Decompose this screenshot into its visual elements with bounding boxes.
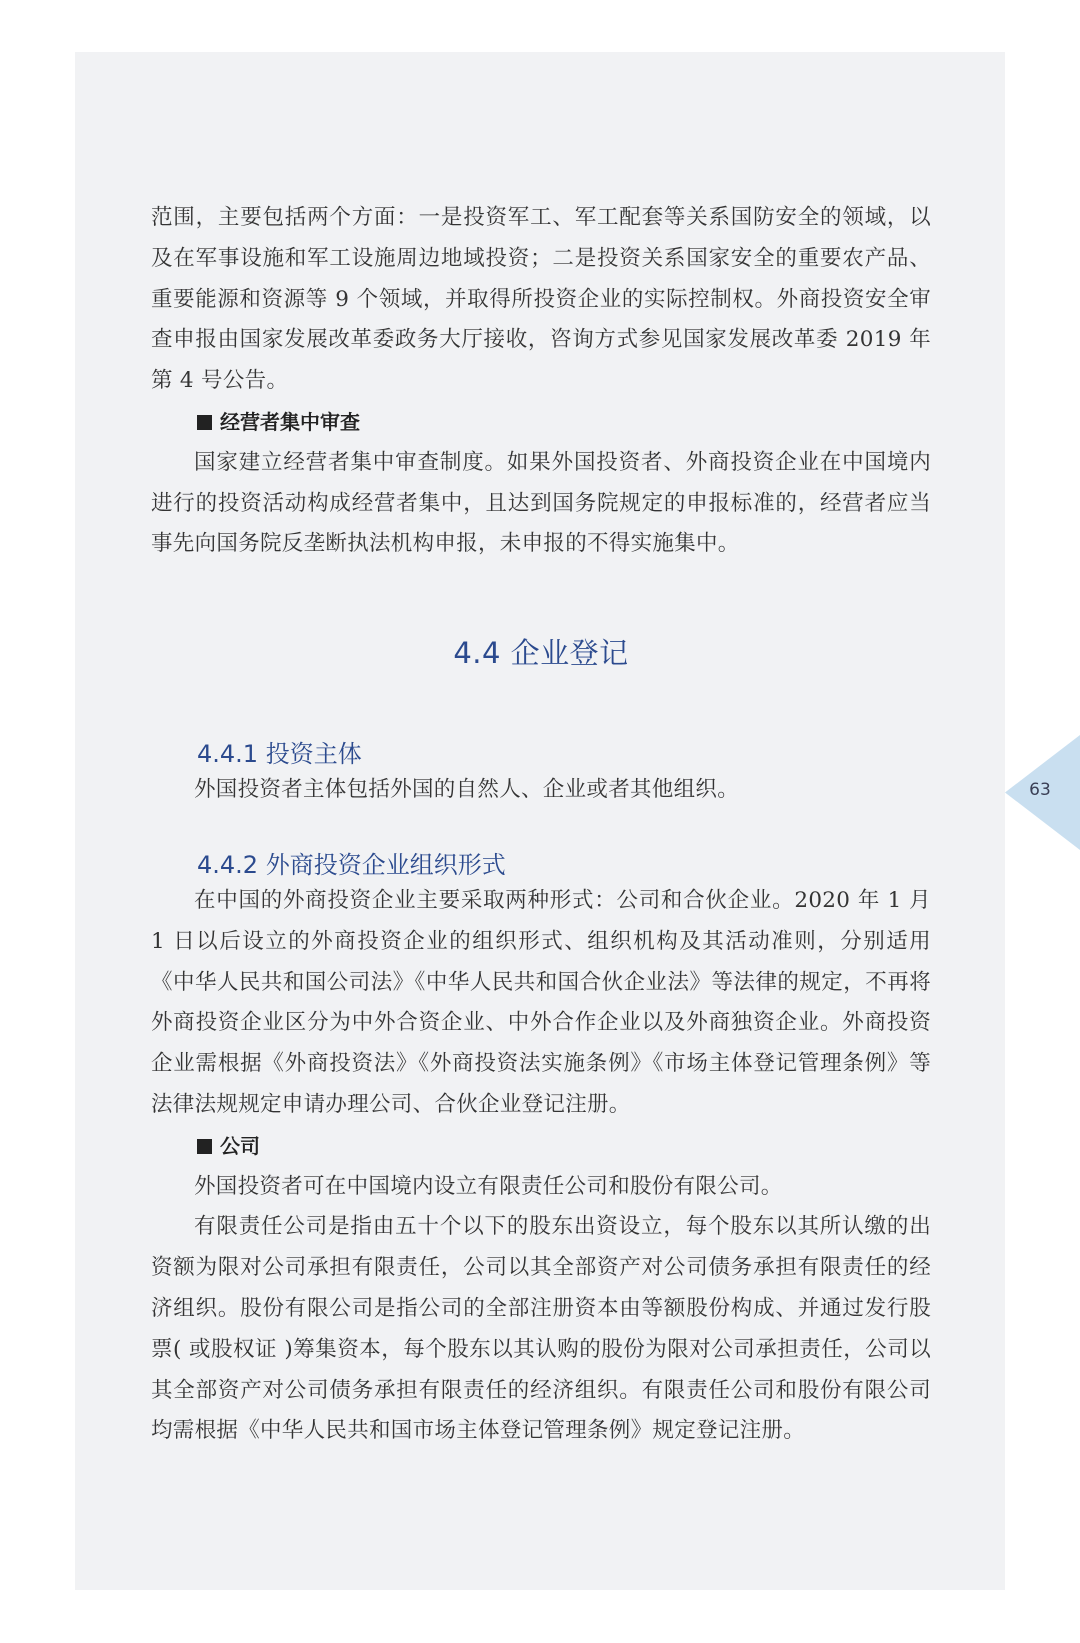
- organization-form-paragraph: 在中国的外商投资企业主要采取两种形式：公司和合伙企业。2020 年 1 月 1 日以后设立的外商投资企业的组织形式、组织机构及其活动准则，分别适用《中华人民共和国公司法》《中华人民共和国合伙企业法》等法律的规定，不再将外商投资企业区分为中外合资企业、中外合作企业以及外商独资企业。外商投资企业需根据《外商投资法》《外商投资法实施条例》《市场主体登记管理条例》等法律法规规定申请办理公司、合伙企业登记注册。: [151, 887, 931, 1117]
- concentration-review-heading: [151, 402, 931, 443]
- subsection-title-organization-form: 4.4.2 外商投资企业组织形式: [197, 850, 506, 879]
- bullet-square-icon: [197, 415, 212, 430]
- page-sheet: [75, 52, 1005, 1590]
- company-heading-text: 公司: [220, 1133, 260, 1158]
- company-paragraph-1: 外国投资者可在中国境内设立有限责任公司和股份有限公司。: [194, 1173, 783, 1199]
- bullet-square-icon: [197, 1139, 212, 1154]
- company-paragraph-2: 有限责任公司是指由五十个以下的股东出资设立，每个股东以其所认缴的出资额为限对公司承担有限责任，公司以其全部资产对公司债务承担有限责任的经济组织。股份有限公司是指公司的全部注册资本由等额股份构成、并通过发行股票( 或股权证 )筹集资本，每个股东以其认购的股份为限对公司承担责任，公司以其全部资产对公司债务承担有限责任的经济组织。有限责任公司和股份有限公司均需根据《中华人民共和国市场主体登记管理条例》规定登记注册。: [151, 1214, 931, 1444]
- page-number: 63: [1029, 780, 1051, 800]
- investor-paragraph: 外国投资者主体包括外国的自然人、企业或者其他组织。: [194, 777, 740, 803]
- section-title: 4.4 企业登记: [453, 636, 629, 671]
- company-heading: [151, 1126, 931, 1167]
- page-content: [151, 198, 931, 1452]
- concentration-review-heading-text: 经营者集中审查: [220, 409, 360, 434]
- body-paragraph: 范围，主要包括两个方面：一是投资军工、军工配套等关系国防安全的领域，以及在军事设施和军工设施周边地域投资；二是投资关系国家安全的重要农产品、重要能源和资源等 9 个领域，并取得所投资企业的实际控制权。外商投资安全审查申报由国家发展改革委政务大厅接收，咨询方式参见国家发展改革委 2019 年第 4 号公告。: [151, 205, 931, 394]
- concentration-review-paragraph: 国家建立经营者集中审查制度。如果外国投资者、外商投资企业在中国境内进行的投资活动构成经营者集中，且达到国务院规定的申报标准的，经营者应当事先向国务院反垄断执法机构申报，未申报的不得实施集中。: [151, 449, 931, 557]
- subsection-title-investor: 4.4.1 投资主体: [197, 740, 362, 769]
